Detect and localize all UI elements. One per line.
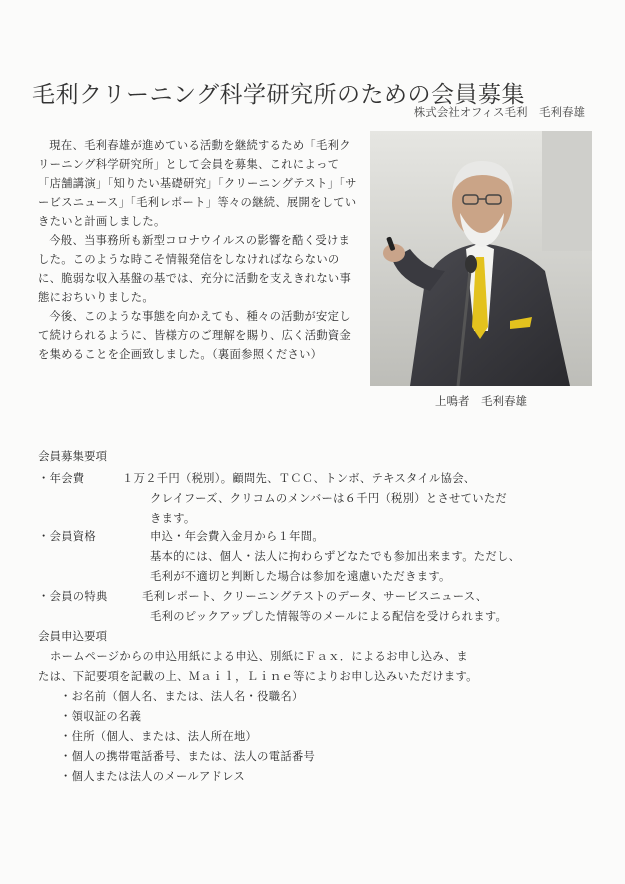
- perks-line-2: 毛利のピックアップした情報等のメールによる配信を受けられます。: [150, 610, 508, 623]
- intro-paragraph-2: 今般、当事務所も新型コロナウイルスの影響を酷く受けました。このような時こそ情報発信をしなければならないのに、脆弱な収入基盤の基では、充分に活動を支えきれない事態におちいりました。: [38, 234, 352, 304]
- application-line-2: たは、下記要項を記載の上、Ｍａｉｌ，Ｌｉｎｅ等によりお申し込みいただけます。: [38, 670, 478, 683]
- application-item: ・住所（個人、または、法人所在地）: [60, 730, 258, 743]
- application-item: ・個人の携帯電話番号、または、法人の電話番号: [60, 750, 316, 763]
- qualification-label: ・会員資格: [38, 530, 96, 543]
- perks-line-1: 毛利レポート、クリーニングテストのデータ、サービスニュース、: [142, 590, 488, 603]
- photo-caption: 上鳴者 毛利春雄: [435, 394, 527, 408]
- speaker-photo: [370, 131, 592, 386]
- fee-line-1: １万２千円（税別）。顧問先、ＴＣＣ、トンボ、テキスタイル協会、: [122, 472, 476, 485]
- application-item: ・領収証の名義: [60, 710, 142, 723]
- fee-label: ・年会費: [38, 472, 85, 485]
- intro-text: [38, 136, 360, 364]
- qualification-line-3: 毛利が不適切と判断した場合は参加を遠慮いただきます。: [150, 570, 451, 583]
- perks-label: ・会員の特典: [38, 590, 108, 603]
- author-line: 株式会社オフィス毛利 毛利春雄: [413, 105, 585, 119]
- qualification-line-2: 基本的には、個人・法人に拘わらずどなたでも参加出来ます。ただし、: [150, 550, 521, 563]
- membership-heading: 会員募集要項: [38, 449, 107, 463]
- application-item: ・個人または法人のメールアドレス: [60, 770, 245, 783]
- fee-line-2: クレイフーズ、クリコムのメンバーは６千円（税別）とさせていただ: [150, 492, 508, 505]
- qualification-line-1: 申込・年会費入金月から１年間。: [150, 530, 324, 543]
- fee-line-3: きます。: [150, 512, 196, 525]
- application-line-1: ホームページからの申込用紙による申込、別紙にＦａｘ．によるお申し込み、ま: [50, 650, 468, 663]
- application-item: ・お名前（個人名、または、法人名・役職名）: [60, 690, 304, 703]
- intro-paragraph-3: 今後、このような事態を向かえても、種々の活動が安定して続けられるように、皆様方のご理解を賜り、広く活動資金を集めることを企画致しました。（裏面参照ください）: [38, 310, 352, 361]
- page-title: 毛利クリーニング科学研究所のための会員募集: [32, 82, 526, 108]
- application-heading: 会員申込要項: [38, 629, 107, 643]
- intro-paragraph-1: 現在、毛利春雄が進めている活動を継続するため「毛利クリーニング科学研究所」として会員を募集、これによって「店舗講演」「知りたい基礎研究」「クリーニングテスト」「サービスニュース」「毛利レポート」等々の継続、展開をしていきたいと計画しました。: [38, 139, 357, 228]
